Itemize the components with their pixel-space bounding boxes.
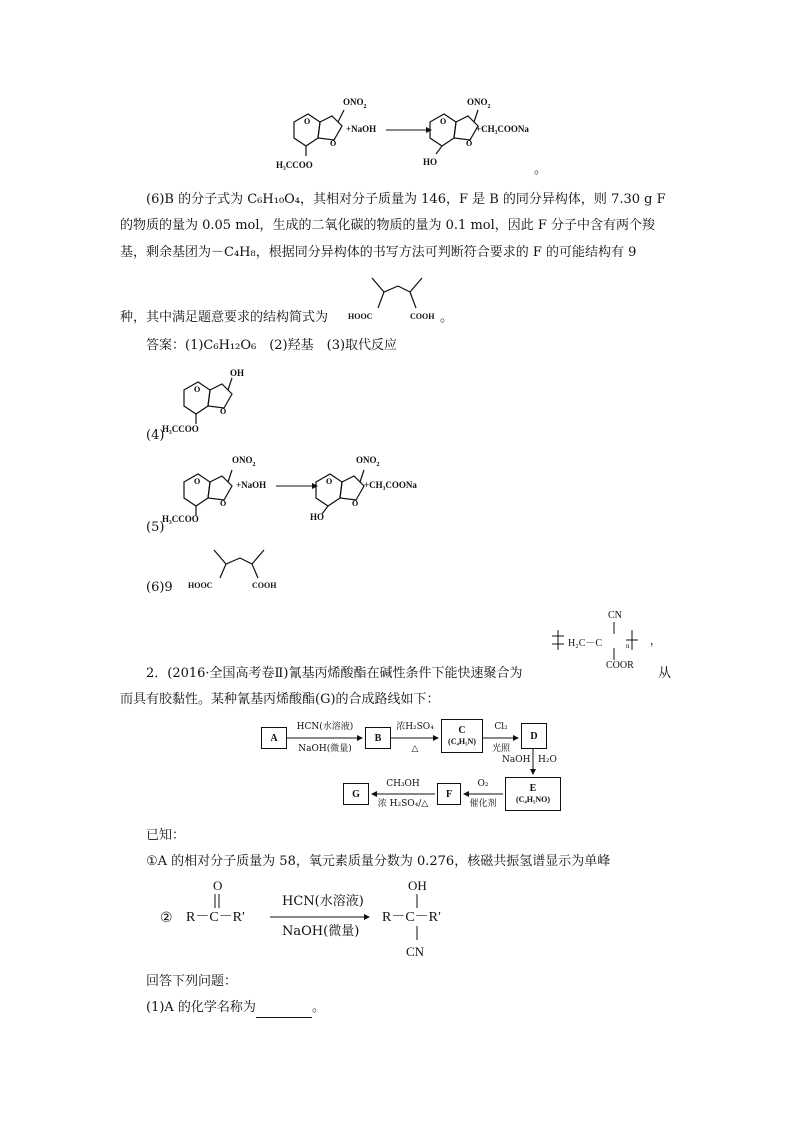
answer6-label: (6)9 <box>146 580 173 595</box>
flow-box-a: A <box>261 727 287 749</box>
q2-intro-b: 从 <box>658 666 672 681</box>
polymer-cn: CN <box>608 610 622 621</box>
top-reagent: +NaOH <box>346 124 377 134</box>
para6-line4-suffix: 。 <box>440 310 454 325</box>
flow-cond-b-c-top: 浓H₂SO₄ <box>396 722 434 732</box>
para6-line3: 基，剩余基团为－C₄H₈，根据同分异构体的书写方法可判断符合要求的 F 的可能结构有 9 <box>120 245 637 260</box>
svg-text:O: O <box>220 499 227 508</box>
known-label: 已知： <box>146 828 186 843</box>
flow-arrow-b-c <box>391 733 439 743</box>
top-product-group-bottom: HO <box>423 157 438 167</box>
answer4-label: (4) <box>146 428 165 443</box>
svg-text:O: O <box>352 499 359 508</box>
answer-prompt: 回答下列问题： <box>146 974 238 989</box>
known2-o: O <box>213 878 223 893</box>
known2-oh: OH <box>408 878 427 893</box>
top-reactant-group-top-sub: 2 <box>363 103 367 110</box>
known-1: ①A 的相对分子质量为 58，氧元素质量分数为 0.276，核磁共振氢谱显示为单峰 <box>146 854 611 869</box>
flow-box-e: E (C₄H₅NO) <box>505 777 561 811</box>
top-end-mark: 。 <box>534 162 548 177</box>
answer-line: 答案：(1)C₆H₁₂O₆ (2)羟基 (3)取代反应 <box>146 338 398 353</box>
para6-line2: 的物质的量为 0.05 mol，生成的二氧化碳的物质的量为 0.1 mol，因此 F 分子中含有两个羧 <box>120 218 656 233</box>
top-product-group-top: ONO <box>467 97 488 107</box>
polymer-bonds <box>550 620 660 664</box>
top-byproduct: +CH₃COONa <box>476 124 529 134</box>
known2-arrow <box>270 912 370 922</box>
flow-cond-e-f-top: O₂ <box>477 779 489 789</box>
known2-cond-bottom: NaOH(微量) <box>282 924 360 939</box>
para6-hooc: HOOC <box>348 312 373 321</box>
flow-cond-d-e-right: H₂O <box>538 755 557 765</box>
svg-text:O: O <box>220 407 227 416</box>
flow-cond-d-e-left: NaOH <box>502 755 531 765</box>
answer5-product-top: ONO <box>356 455 377 465</box>
flow-cond-a-b-bottom: NaOH(微量) <box>298 744 352 754</box>
question-1 <box>146 998 325 1018</box>
flow-arrow-c-d <box>483 733 519 743</box>
svg-text:O: O <box>466 139 473 148</box>
svg-text:O: O <box>440 117 447 126</box>
svg-text:O: O <box>326 477 333 486</box>
flow-arrow-e-f <box>463 789 503 799</box>
flow-arrow-a-b <box>287 733 363 743</box>
known2-num: ② <box>160 910 173 926</box>
answer5-reagent: +NaOH <box>236 480 267 490</box>
polymer-chain: H₂C－C <box>568 638 603 649</box>
answer5-product-bottom: HO <box>310 512 325 522</box>
polymer-dot: ， <box>650 634 661 647</box>
flow-cond-b-c-bottom: △ <box>411 744 419 754</box>
flow-cond-c-d-bottom: 光照 <box>491 744 510 754</box>
answer6-hooc: HOOC <box>188 581 213 590</box>
known2-reactant: R－C－R′ <box>186 910 246 925</box>
answer6-cooh: COOH <box>252 581 277 590</box>
flow-box-c: C (C₄H₅N) <box>441 719 483 753</box>
answer4-top: OH <box>230 368 245 378</box>
answer-blank[interactable] <box>256 1003 312 1018</box>
answer5-byproduct: +CH₃COONa <box>364 480 417 490</box>
known2-cn: CN <box>406 944 425 959</box>
known2-cond-top: HCN(水溶液) <box>282 894 364 909</box>
flow-box-f: F <box>437 783 461 805</box>
polymer-coor: COOR <box>606 660 634 671</box>
top-reactant-group-top: ONO <box>343 97 364 107</box>
svg-text:O: O <box>194 385 201 394</box>
flow-cond-a-b-top: HCN(水溶液) <box>296 722 354 732</box>
top-product-group-top-sub: 2 <box>487 103 491 110</box>
flow-cond-f-g-top: CH₃OH <box>386 779 420 789</box>
top-reactant-group-bottom: H₃CCOO <box>276 160 313 170</box>
question-1-prefix: (1)A 的化学名称为 <box>146 1000 256 1015</box>
polymer-n: n <box>626 642 630 650</box>
svg-text:O: O <box>194 477 201 486</box>
answer5-product-top-sub: 2 <box>376 461 380 468</box>
known2-product: R－C－R′ <box>382 910 442 925</box>
para6-cooh: COOH <box>410 312 435 321</box>
flow-cond-f-g-bottom: 浓 H₂SO₄/△ <box>377 799 429 809</box>
flow-cond-e-f-bottom: 催化剂 <box>469 799 497 809</box>
q2-intro-line2: 而具有胶黏性。某种氰基丙烯酸酯(G)的合成路线如下： <box>120 692 440 707</box>
svg-text:O: O <box>330 139 337 148</box>
q2-intro-a: 2．(2016·全国高考卷Ⅱ)氰基丙烯酸酯在碱性条件下能快速聚合为 <box>146 666 523 681</box>
answer5-reactant-top-sub: 2 <box>252 461 256 468</box>
answer5-reactant-top: ONO <box>232 455 253 465</box>
flow-box-b: B <box>365 727 391 749</box>
answer4-bottom: H₃CCOO <box>162 424 199 434</box>
para6-line1: (6)B 的分子式为 C₆H₁₀O₄，其相对分子质量为 146，F 是 B 的同分异构体，则 7.30 g F <box>146 192 666 207</box>
para6-structure <box>360 272 436 314</box>
para6-line4-prefix: 种，其中满足题意要求的结构简式为 <box>120 310 329 325</box>
answer5-reactant-bottom: H₃CCOO <box>162 514 199 524</box>
svg-text:O: O <box>304 117 311 126</box>
flow-arrow-f-g <box>371 789 435 799</box>
question-1-suffix: 。 <box>311 1000 325 1015</box>
answer6-structure <box>202 544 278 584</box>
flow-box-g: G <box>343 783 369 805</box>
answer5-label: (5) <box>146 520 165 535</box>
flow-box-d: D <box>521 723 547 749</box>
flow-cond-c-d-top: Cl₂ <box>494 722 508 732</box>
